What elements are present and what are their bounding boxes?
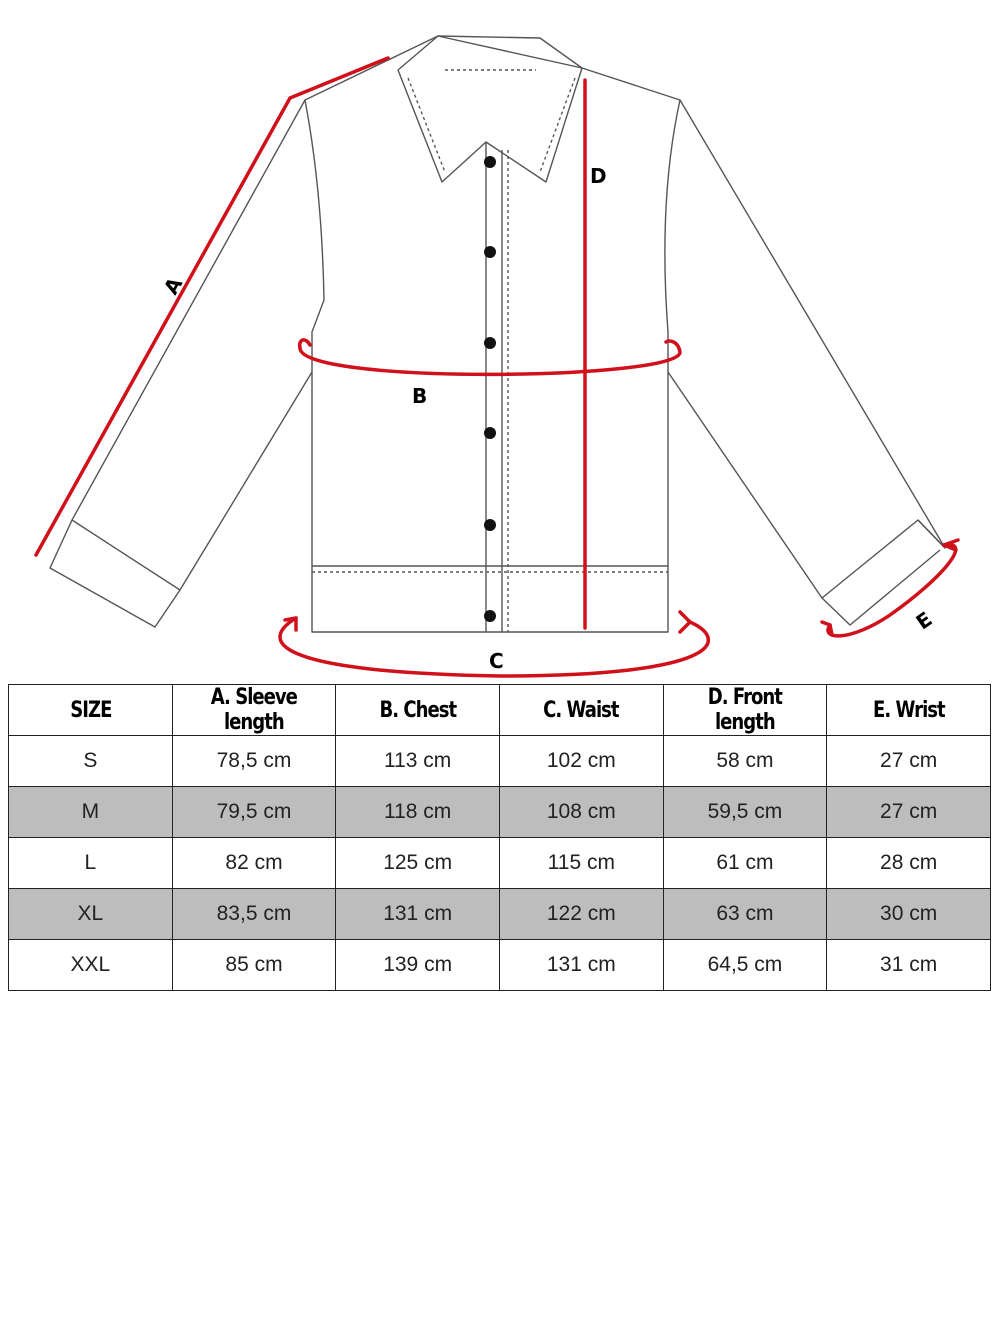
header-sleeve-length: A. Sleeve length <box>187 685 321 736</box>
label-c: C <box>489 649 504 673</box>
cell-wrist: 27 cm <box>827 736 991 787</box>
cell-sleeve: 78,5 cm <box>172 736 336 787</box>
cell-waist: 131 cm <box>499 940 663 991</box>
cell-wrist: 27 cm <box>827 787 991 838</box>
cell-front: 61 cm <box>663 838 827 889</box>
cell-wrist: 31 cm <box>827 940 991 991</box>
table-row <box>9 736 991 787</box>
label-d: D <box>590 164 607 188</box>
measure-line-a <box>36 58 388 555</box>
header-wrist: E. Wrist <box>842 685 976 736</box>
cell-chest: 125 cm <box>336 838 500 889</box>
size-chart-table <box>8 684 991 991</box>
cell-front: 58 cm <box>663 736 827 787</box>
cell-chest: 118 cm <box>336 787 500 838</box>
cell-sleeve: 82 cm <box>172 838 336 889</box>
cell-front: 63 cm <box>663 889 827 940</box>
header-chest: B. Chest <box>351 685 485 736</box>
cell-waist: 122 cm <box>499 889 663 940</box>
cell-wrist: 30 cm <box>827 889 991 940</box>
jacket-body-outline <box>305 36 680 632</box>
right-sleeve <box>680 100 945 625</box>
cell-waist: 115 cm <box>499 838 663 889</box>
cell-sleeve: 79,5 cm <box>172 787 336 838</box>
cell-size: XL <box>9 889 173 940</box>
left-sleeve <box>50 100 312 627</box>
cell-size: M <box>9 787 173 838</box>
cell-sleeve: 83,5 cm <box>172 889 336 940</box>
jacket-placket <box>486 142 502 632</box>
label-a: A <box>158 273 188 299</box>
button-3 <box>484 337 496 349</box>
label-e: E <box>911 606 937 635</box>
cell-waist: 102 cm <box>499 736 663 787</box>
cell-size: L <box>9 838 173 889</box>
label-b: B <box>412 384 428 408</box>
button-5 <box>484 519 496 531</box>
table-header-row <box>9 685 991 736</box>
cell-wrist: 28 cm <box>827 838 991 889</box>
button-1 <box>484 156 496 168</box>
cell-chest: 113 cm <box>336 736 500 787</box>
table-row <box>9 838 991 889</box>
button-6 <box>484 610 496 622</box>
cell-sleeve: 85 cm <box>172 940 336 991</box>
cell-size: S <box>9 736 173 787</box>
table-row <box>9 889 991 940</box>
header-front-length: D. Front length <box>678 685 812 736</box>
cell-chest: 131 cm <box>336 889 500 940</box>
header-size: SIZE <box>23 685 157 736</box>
cell-front: 59,5 cm <box>663 787 827 838</box>
button-4 <box>484 427 496 439</box>
cell-chest: 139 cm <box>336 940 500 991</box>
cell-size: XXL <box>9 940 173 991</box>
left-cuff <box>72 520 180 590</box>
table-row <box>9 940 991 991</box>
cell-front: 64,5 cm <box>663 940 827 991</box>
table-row <box>9 787 991 838</box>
cell-waist: 108 cm <box>499 787 663 838</box>
header-waist: C. Waist <box>514 685 648 736</box>
button-2 <box>484 246 496 258</box>
